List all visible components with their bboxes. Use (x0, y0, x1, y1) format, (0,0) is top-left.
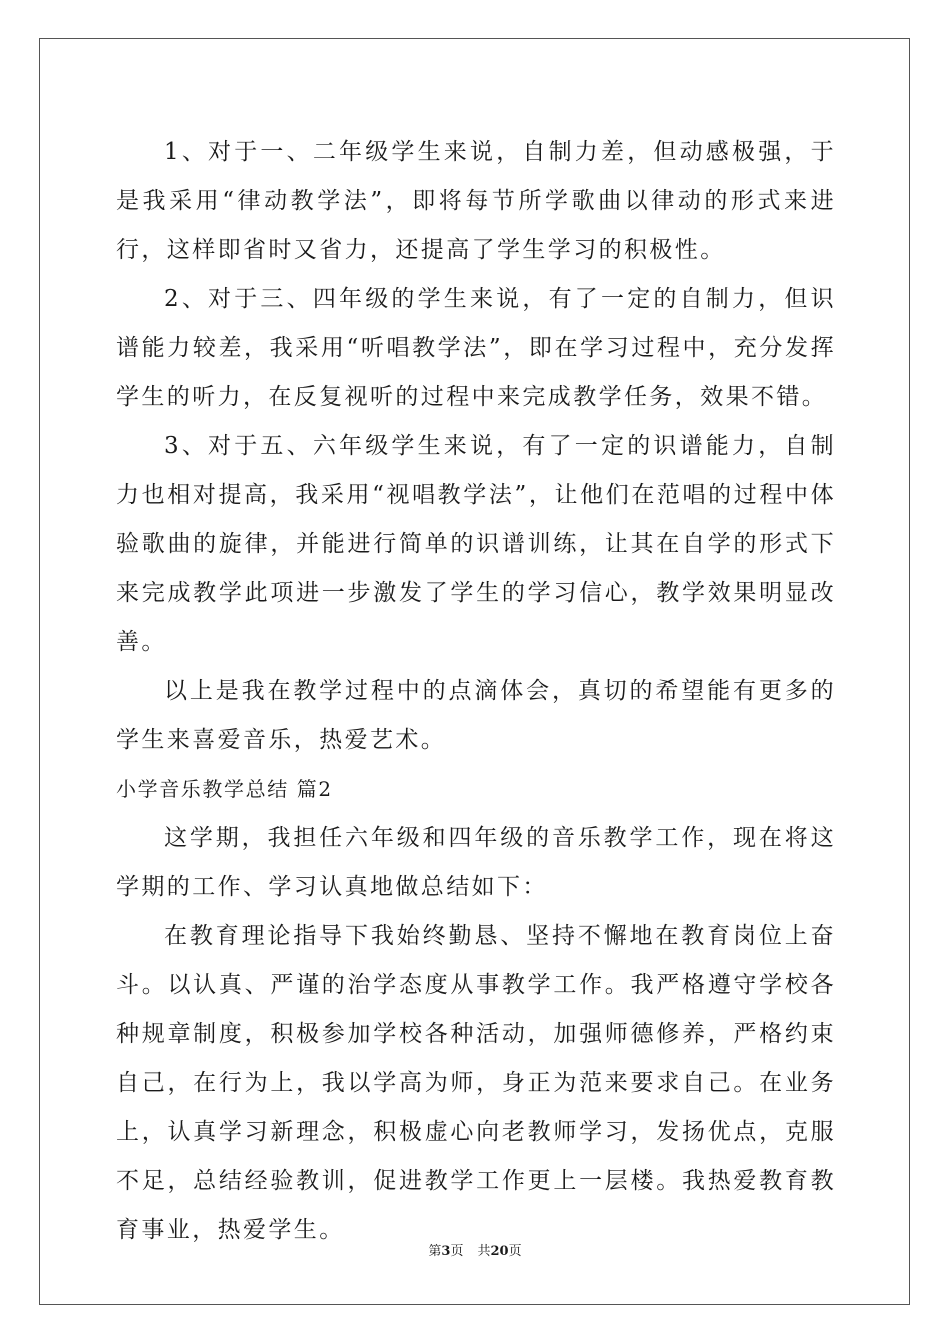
document-body (116, 128, 836, 1255)
total-prefix: 共 (477, 1244, 491, 1259)
page-number: 3 (441, 1244, 451, 1259)
paragraph-5: 这学期，我担任六年级和四年级的音乐教学工作，现在将这学期的工作、学习认真地做总结如下： (116, 825, 836, 900)
section-heading: 小学音乐教学总结 篇2 (116, 777, 333, 801)
paragraph-3: 3、对于五、六年级学生来说，有了一定的识谱能力，自制力也相对提高，我采用“视唱教学法”，让他们在范唱的过程中体验歌曲的旋律，并能进行简单的识谱训练，让其在自学的形式下来完成教学此项进一步激发了学生的学习信心，教学效果明显改善。 (116, 433, 836, 655)
paragraph-2: 2、对于三、四年级的学生来说，有了一定的自制力，但识谱能力较差，我采用“听唱教学法”，即在学习过程中，充分发挥学生的听力，在反复视听的过程中来完成教学任务，效果不错。 (116, 286, 836, 410)
total-suffix: 页 (508, 1244, 522, 1259)
page-suffix: 页 (450, 1244, 464, 1259)
paragraph-4: 以上是我在教学过程中的点滴体会，真切的希望能有更多的学生来喜爱音乐，热爱艺术。 (116, 678, 836, 753)
paragraph-1: 1、对于一、二年级学生来说，自制力差，但动感极强，于是我采用“律动教学法”，即将每节所学歌曲以律动的形式来进行，这样即省时又省力，还提高了学生学习的积极性。 (116, 139, 836, 263)
paragraph-6: 在教育理论指导下我始终勤恳、坚持不懈地在教育岗位上奋斗。以认真、严谨的治学态度从事教学工作。我严格遵守学校各种规章制度，积极参加学校各种活动，加强师德修养，严格约束自己，在行为上，我以学高为师，身正为范来要求自己。在业务上，认真学习新理念，积极虚心向老教师学习，发扬优点，克服不足，总结经验教训，促进教学工作更上一层楼。我热爱教育教育事业，热爱学生。 (116, 923, 836, 1243)
page-prefix: 第 (428, 1244, 442, 1259)
total-pages: 20 (490, 1244, 509, 1259)
page-footer (0, 1243, 950, 1261)
